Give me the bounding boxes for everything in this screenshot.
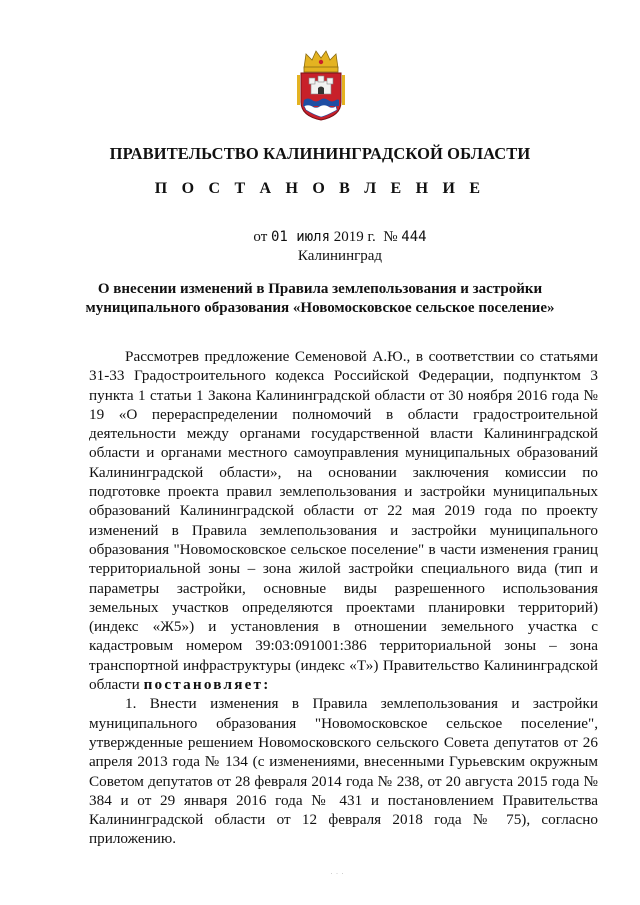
date-prefix: от <box>253 229 268 245</box>
date-value: 01 июля <box>271 229 331 245</box>
date-year: 2019 г. <box>333 229 376 245</box>
resolution-keyword: постановляет: <box>143 676 271 694</box>
document-body <box>89 347 598 849</box>
document-subject: О внесении изменений в Правила землепользования и застройки муниципального образования «Новомосковское сельское поселение» <box>85 281 555 316</box>
government-name: ПРАВИТЕЛЬСТВО КАЛИНИНГРАДСКОЙ ОБЛАСТИ <box>109 144 531 163</box>
document-type: П О С Т А Н О В Л Е Н И Е <box>154 180 486 197</box>
document-date-number <box>0 229 640 246</box>
body-paragraph: 1. Внести изменения в Правила землепользования и застройки муниципального образования "Новомосковское сельское поселение", утвержденные решением Новомосковского сельского Совета депутатов от 26 апреля 2013 года № 134 (с изменениями, внесенными Гурьевским окружным Советом депутатов от 28 февраля 2014 года № 238, от 20 августа 2015 года № 384 и от 29 января 2016 года № 431 и постановлением Правительства Калининградской области от 12 февраля 2018 года № 75), согласно приложению. <box>89 695 598 848</box>
number-sign: № <box>383 229 398 245</box>
body-paragraph <box>89 347 598 694</box>
kaliningrad-coat-of-arms-icon <box>296 48 346 122</box>
document-city: Калининград <box>297 248 383 264</box>
page-footer-mark: · · · <box>330 868 344 878</box>
number-value: 444 <box>401 229 427 245</box>
paragraph-text: Рассмотрев предложение Семеновой А.Ю., в соответствии со статьями 31-33 Градостроительного кодекса Российской Федерации, подпунктом 3 пункта 1 статьи 1 Закона Калининградской области от 30 ноября 2016 года № 19 «О перераспределении полномочий в области градостроительной деятельности между органами государственной власти Калининградской области и органами местного самоуправления муниципальных образований Калининградской области», на основании заключения комиссии по подготовке проекта правил землепользования и застройки муниципальных образований Калининградской области от 22 мая 2019 года по проекту изменений в Правила землепользования и застройки муниципального образования "Новомосковское сельское поселение" в части изменения границ территориальной зоны – зона жилой застройки специального вида (тип и параметры застройки, основные виды разрешенного использования земельных участков определяются проектами планировки территорий) (индекс «Ж5») и установления в отношении земельного участка с кадастровым номером 39:03:091001:386 территориальной зоны – зона транспортной инфраструктуры (индекс «Т») Правительство Калининградской области <box>89 348 598 694</box>
